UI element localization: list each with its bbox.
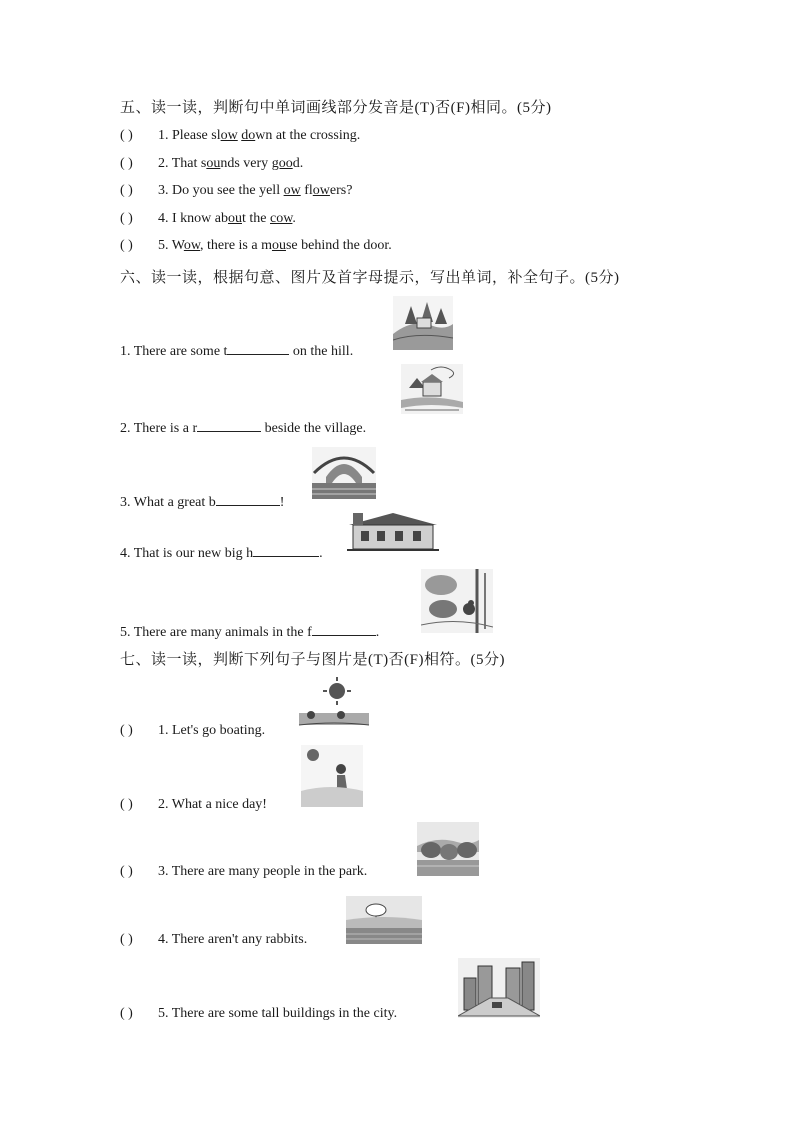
text: 5. There are many animals in the [120,625,308,640]
text: fl [300,183,313,198]
sun-girl-icon [301,745,363,807]
text: on the hill. [289,344,354,359]
answer-blank[interactable] [227,340,289,355]
text: 5. W [158,238,184,253]
s5-item-4 [120,211,296,227]
text: 2. That s [158,156,207,171]
city-buildings-icon [458,958,540,1018]
section6-heading: 六、读一读，根据句意、图片及首字母提示，写出单词，补全句子。(5分) [120,270,620,286]
text: t the [242,211,270,226]
bridge-icon [312,447,376,499]
underlined-text: ow [183,238,201,253]
text: 2. There is a [120,421,193,436]
park-trees-icon [417,822,479,876]
s7-item-1 [120,723,265,739]
text: . [319,546,323,561]
hint-letter: h [246,546,254,561]
text: 5. There are some tall buildings in the city. [158,1006,398,1021]
answer-blank[interactable] [216,491,280,506]
hill-trees-icon [393,296,453,350]
house-icon [347,509,439,553]
underlined-text: ow [283,183,301,198]
text: wn at the crossing. [255,128,361,143]
text: 4. I know ab [158,211,228,226]
field-sign-icon [346,896,422,944]
hint-letter: f [307,625,312,640]
text: , there is a m [200,238,272,253]
text: 3. What a great [120,495,209,510]
text: 3. Do you see the yell [158,183,284,198]
s6-item-5 [120,621,379,641]
s6-item-1 [120,340,353,360]
river-village-icon [401,364,463,414]
s7-item-5 [120,1006,397,1022]
s5-item-2 [120,156,303,172]
answer-paren[interactable]: ( ) [120,183,133,198]
text: ers? [329,183,353,198]
answer-paren[interactable]: ( ) [120,211,133,226]
section5-heading: 五、读一读，判断句中单词画线部分发音是(T)否(F)相同。(5分) [120,100,552,116]
underlined-text: ow [312,183,330,198]
s6-item-3 [120,491,284,511]
hint-letter: t [223,344,228,359]
s6-item-2 [120,417,366,437]
answer-paren[interactable]: ( ) [120,238,133,253]
answer-paren[interactable]: ( ) [120,156,133,171]
s5-item-1 [120,128,360,144]
answer-paren[interactable]: ( ) [120,864,133,879]
underlined-text: ou [271,238,286,253]
forest-animals-icon [421,569,493,633]
text: . [375,625,380,640]
answer-paren[interactable]: ( ) [120,932,133,947]
s5-item-5 [120,238,392,254]
s7-item-2 [120,797,267,813]
hint-letter: r [192,421,198,436]
text: 4. That is our new big [120,546,247,561]
underlined-text: goo [271,156,293,171]
text: d. [292,156,304,171]
text: 2. What a nice day! [158,797,267,812]
text: beside the village. [261,421,367,436]
s5-item-3 [120,183,352,199]
underlined-text: cow [270,211,293,226]
text: 1. There are some [120,344,224,359]
answer-paren[interactable]: ( ) [120,797,133,812]
sun-swimming-icon [297,677,371,733]
section7-heading: 七、读一读，判断下列句子与图片是(T)否(F)相符。(5分) [120,652,505,668]
text: 4. There aren't any rabbits. [158,932,308,947]
answer-blank[interactable] [197,417,261,432]
text: 1. Please sl [158,128,221,143]
s7-item-4 [120,932,307,948]
answer-paren[interactable]: ( ) [120,723,133,738]
answer-paren[interactable]: ( ) [120,128,133,143]
answer-blank[interactable] [312,621,376,636]
underlined-text: ou [228,211,242,226]
text: nds very [220,156,272,171]
hint-letter: b [208,495,216,510]
text: 1. Let's go boating. [158,723,266,738]
underlined-text: ow [220,128,238,143]
underlined-text: do [241,128,256,143]
text: . [292,211,296,226]
s7-item-3 [120,864,367,880]
text: 3. There are many people in the park. [158,864,368,879]
text: se behind the door. [285,238,392,253]
answer-paren[interactable]: ( ) [120,1006,133,1021]
answer-blank[interactable] [253,542,319,557]
s6-item-4 [120,542,323,562]
text: ! [279,495,285,510]
underlined-text: ou [206,156,221,171]
